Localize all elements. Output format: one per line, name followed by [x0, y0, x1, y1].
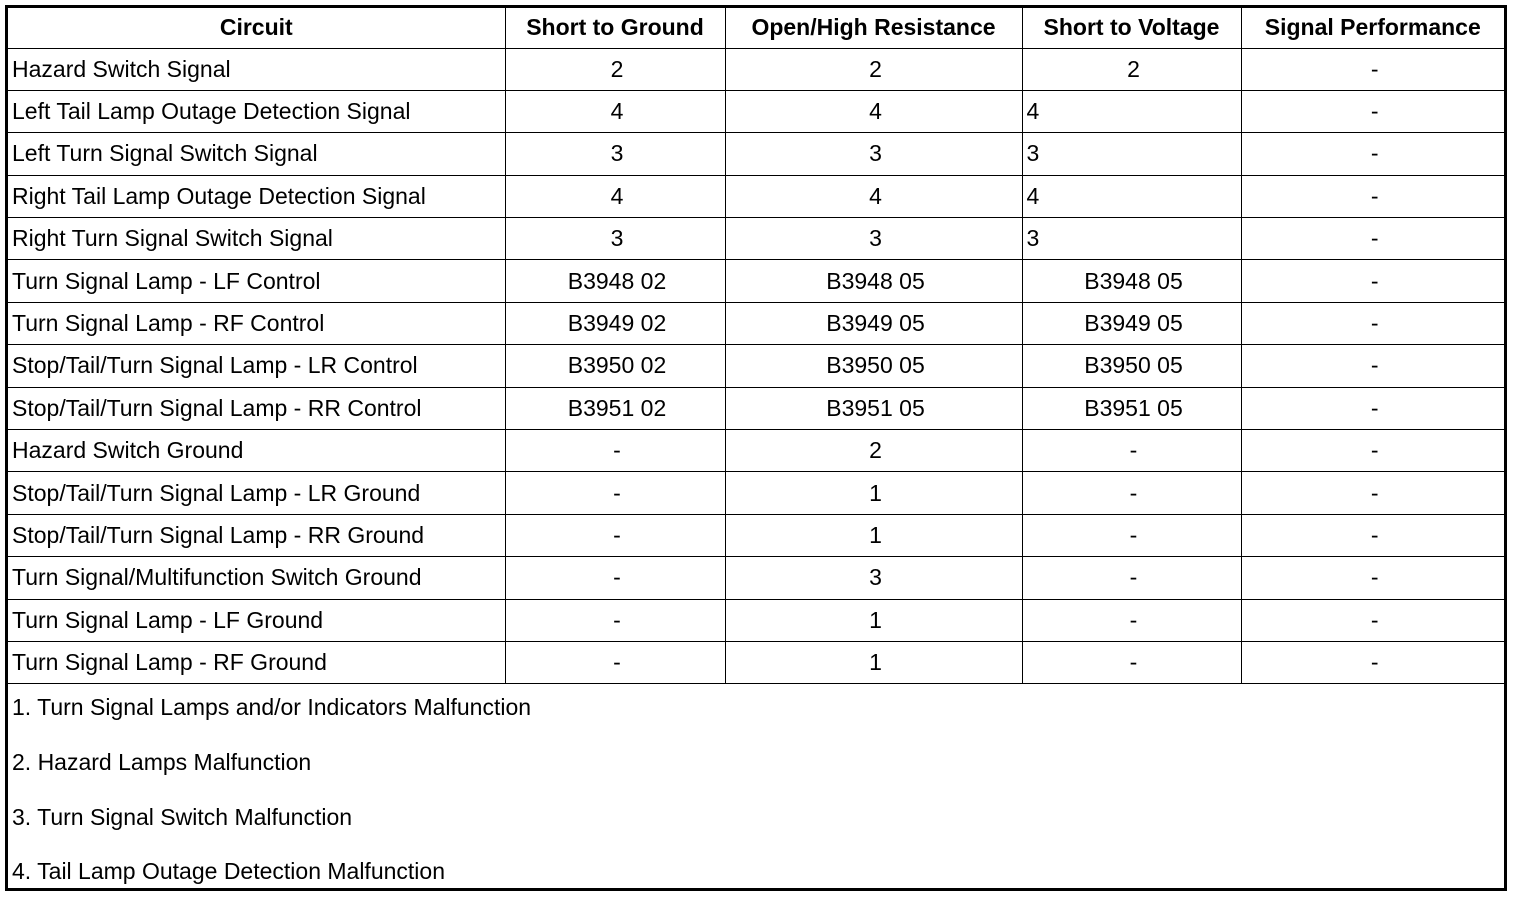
open-high-resistance-cell: 3 — [725, 218, 1022, 260]
open-high-resistance-cell: 3 — [725, 557, 1022, 599]
header-short-to-voltage: Short to Voltage — [1022, 8, 1241, 48]
open-high-resistance-cell: 1 — [725, 641, 1022, 683]
header-signal-performance: Signal Performance — [1241, 8, 1504, 48]
table-body — [8, 48, 1504, 684]
table-row — [8, 387, 1504, 429]
table-row — [8, 133, 1504, 175]
short-to-voltage-cell: 3 — [1022, 133, 1241, 175]
circuit-cell: Stop/Tail/Turn Signal Lamp - RR Control — [8, 387, 505, 429]
open-high-resistance-cell: B3950 05 — [725, 345, 1022, 387]
signal-performance-cell: - — [1241, 302, 1504, 344]
short-to-ground-cell: B3951 02 — [505, 387, 725, 429]
circuit-cell: Turn Signal/Multifunction Switch Ground — [8, 557, 505, 599]
table-row — [8, 641, 1504, 683]
short-to-voltage-cell: 4 — [1022, 90, 1241, 132]
signal-performance-cell: - — [1241, 599, 1504, 641]
signal-performance-cell: - — [1241, 175, 1504, 217]
open-high-resistance-cell: 4 — [725, 90, 1022, 132]
signal-performance-cell: - — [1241, 641, 1504, 683]
short-to-ground-cell: - — [505, 514, 725, 556]
table-row — [8, 345, 1504, 387]
short-to-ground-cell: B3950 02 — [505, 345, 725, 387]
short-to-ground-cell: 3 — [505, 218, 725, 260]
short-to-ground-cell: - — [505, 557, 725, 599]
circuit-cell: Left Tail Lamp Outage Detection Signal — [8, 90, 505, 132]
short-to-voltage-cell: 3 — [1022, 218, 1241, 260]
short-to-ground-cell: - — [505, 641, 725, 683]
circuit-cell: Turn Signal Lamp - RF Ground — [8, 641, 505, 683]
short-to-ground-cell: B3949 02 — [505, 302, 725, 344]
open-high-resistance-cell: 2 — [725, 430, 1022, 472]
open-high-resistance-cell: 1 — [725, 514, 1022, 556]
short-to-ground-cell: 3 — [505, 133, 725, 175]
signal-performance-cell: - — [1241, 472, 1504, 514]
table-row — [8, 557, 1504, 599]
circuit-cell: Left Turn Signal Switch Signal — [8, 133, 505, 175]
footnote-4: 4. Tail Lamp Outage Detection Malfunction — [12, 858, 445, 884]
short-to-voltage-cell: B3951 05 — [1022, 387, 1241, 429]
short-to-ground-cell: 2 — [505, 48, 725, 90]
short-to-voltage-cell: - — [1022, 599, 1241, 641]
table-row — [8, 302, 1504, 344]
table-row — [8, 48, 1504, 90]
short-to-voltage-cell: - — [1022, 641, 1241, 683]
footnote-1: 1. Turn Signal Lamps and/or Indicators Malfunction — [12, 694, 532, 720]
header-open-high-resistance: Open/High Resistance — [725, 8, 1022, 48]
table-row — [8, 472, 1504, 514]
signal-performance-cell: - — [1241, 514, 1504, 556]
short-to-voltage-cell: - — [1022, 430, 1241, 472]
short-to-ground-cell: - — [505, 430, 725, 472]
table-row — [8, 514, 1504, 556]
open-high-resistance-cell: 4 — [725, 175, 1022, 217]
footnotes — [8, 684, 1504, 888]
open-high-resistance-cell: B3951 05 — [725, 387, 1022, 429]
short-to-voltage-cell: B3950 05 — [1022, 345, 1241, 387]
open-high-resistance-cell: 1 — [725, 472, 1022, 514]
short-to-ground-cell: 4 — [505, 175, 725, 217]
open-high-resistance-cell: 1 — [725, 599, 1022, 641]
signal-performance-cell: - — [1241, 133, 1504, 175]
circuit-cell: Right Turn Signal Switch Signal — [8, 218, 505, 260]
signal-performance-cell: - — [1241, 430, 1504, 472]
open-high-resistance-cell: 3 — [725, 133, 1022, 175]
open-high-resistance-cell: 2 — [725, 48, 1022, 90]
circuit-cell: Stop/Tail/Turn Signal Lamp - LR Ground — [8, 472, 505, 514]
circuit-cell: Turn Signal Lamp - LF Control — [8, 260, 505, 302]
short-to-voltage-cell: - — [1022, 472, 1241, 514]
short-to-voltage-cell: 2 — [1022, 48, 1241, 90]
short-to-voltage-cell: - — [1022, 514, 1241, 556]
short-to-ground-cell: 4 — [505, 90, 725, 132]
table-row — [8, 90, 1504, 132]
circuit-cell: Stop/Tail/Turn Signal Lamp - RR Ground — [8, 514, 505, 556]
short-to-voltage-cell: B3948 05 — [1022, 260, 1241, 302]
table-row — [8, 175, 1504, 217]
signal-performance-cell: - — [1241, 387, 1504, 429]
table-row — [8, 430, 1504, 472]
circuit-cell: Turn Signal Lamp - RF Control — [8, 302, 505, 344]
circuit-cell: Hazard Switch Ground — [8, 430, 505, 472]
signal-performance-cell: - — [1241, 218, 1504, 260]
signal-performance-cell: - — [1241, 48, 1504, 90]
signal-performance-cell: - — [1241, 260, 1504, 302]
short-to-ground-cell: - — [505, 472, 725, 514]
short-to-voltage-cell: 4 — [1022, 175, 1241, 217]
open-high-resistance-cell: B3948 05 — [725, 260, 1022, 302]
table-row — [8, 260, 1504, 302]
short-to-voltage-cell: B3949 05 — [1022, 302, 1241, 344]
signal-performance-cell: - — [1241, 90, 1504, 132]
table-row — [8, 599, 1504, 641]
footnote-2: 2. Hazard Lamps Malfunction — [12, 749, 312, 775]
circuit-cell: Right Tail Lamp Outage Detection Signal — [8, 175, 505, 217]
diagnostic-table — [8, 8, 1504, 684]
signal-performance-cell: - — [1241, 345, 1504, 387]
footnote-3: 3. Turn Signal Switch Malfunction — [12, 804, 353, 830]
short-to-ground-cell: - — [505, 599, 725, 641]
circuit-cell: Hazard Switch Signal — [8, 48, 505, 90]
table-row — [8, 218, 1504, 260]
open-high-resistance-cell: B3949 05 — [725, 302, 1022, 344]
header-row — [8, 8, 1504, 48]
short-to-ground-cell: B3948 02 — [505, 260, 725, 302]
header-short-to-ground: Short to Ground — [505, 8, 725, 48]
short-to-voltage-cell: - — [1022, 557, 1241, 599]
circuit-cell: Stop/Tail/Turn Signal Lamp - LR Control — [8, 345, 505, 387]
signal-performance-cell: - — [1241, 557, 1504, 599]
circuit-cell: Turn Signal Lamp - LF Ground — [8, 599, 505, 641]
header-circuit: Circuit — [8, 8, 505, 48]
